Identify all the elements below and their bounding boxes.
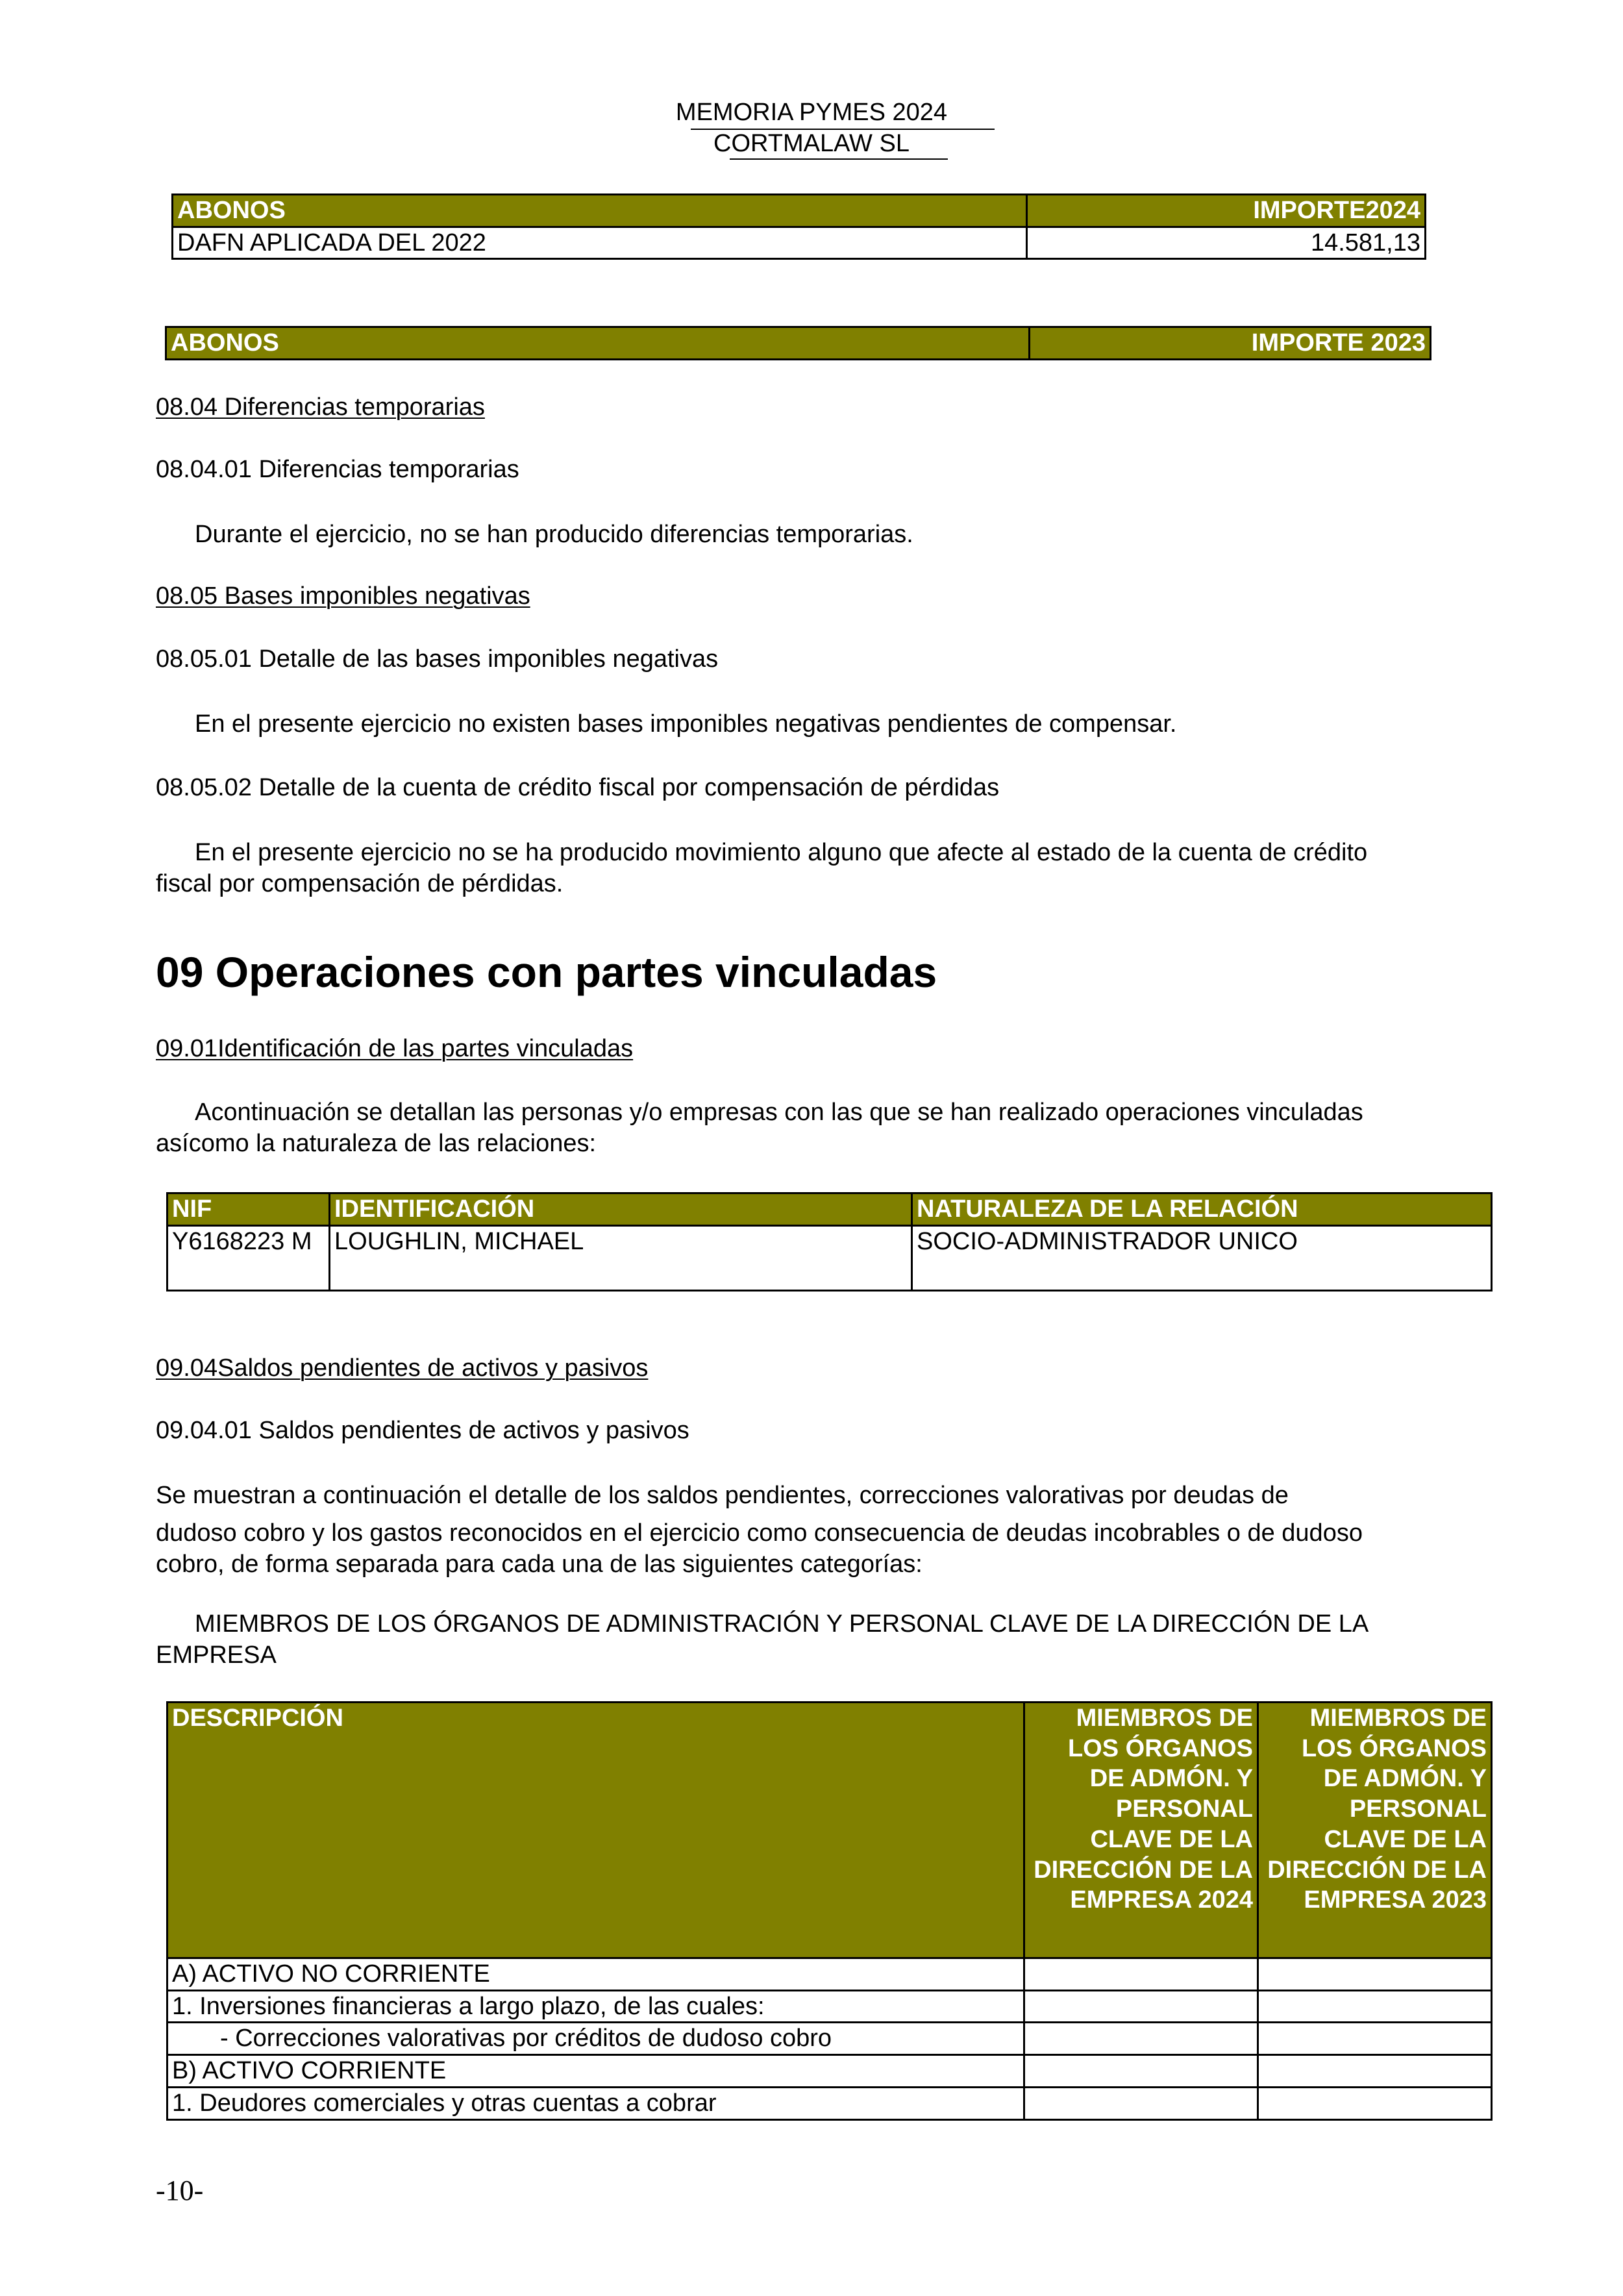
paragraph-line: asícomo la naturaleza de las relaciones:: [156, 1130, 597, 1157]
table-cell: [1024, 2023, 1258, 2055]
subsection-heading: 09.04.01 Saldos pendientes de activos y pasivos: [156, 1417, 689, 1444]
paragraph: En el presente ejercicio no existen bases imponibles negativas pendientes de compensar.: [195, 710, 1177, 738]
header-cell: ABONOS: [173, 195, 1027, 227]
header-title: MEMORIA PYMES 2024: [675, 99, 948, 126]
table-row: [167, 2055, 1492, 2088]
table-cell: [1258, 1990, 1492, 2023]
table-cell: 1. Deudores comerciales y otras cuentas a cobrar: [167, 2087, 1024, 2119]
table-row: [167, 1990, 1492, 2023]
section-heading: 09.01Identificación de las partes vinculadas: [156, 1035, 634, 1062]
subsection-heading: 08.05.01 Detalle de las bases imponibles negativas: [156, 645, 719, 673]
category-label: MIEMBROS DE LOS ÓRGANOS DE ADMINISTRACIÓN Y PERSONAL CLAVE DE LA DIRECCIÓN DE LA: [195, 1610, 1369, 1638]
header-cell: MIEMBROS DE LOS ÓRGANOS DE ADMÓN. Y PERSONAL CLAVE DE LA DIRECCIÓN DE LA EMPRESA 2024: [1024, 1703, 1258, 1958]
header-cell: IMPORTE 2023: [1030, 327, 1431, 360]
table-cell: 14.581,13: [1027, 227, 1426, 259]
section-heading: 08.05 Bases imponibles negativas: [156, 582, 530, 610]
header-cell: IMPORTE2024: [1027, 195, 1426, 227]
table-row: [167, 1958, 1492, 1991]
paragraph-line: En el presente ejercicio no se ha producido movimiento alguno que afecte al estado de la cuenta de crédito: [195, 839, 1368, 866]
paragraph-line: dudoso cobro y los gastos reconocidos en el ejercicio como consecuencia de deudas incobrables o de dudoso: [156, 1519, 1363, 1547]
table-cell: [1258, 2023, 1492, 2055]
balances-table: [166, 1701, 1493, 2121]
header-company: CORTMALAW SL: [713, 129, 910, 157]
section-heading: 09.04Saldos pendientes de activos y pasivos: [156, 1354, 649, 1382]
table-cell: DAFN APLICADA DEL 2022: [173, 227, 1027, 259]
table-cell: [1024, 1990, 1258, 2023]
paragraph-line: Se muestran a continuación el detalle de los saldos pendientes, correcciones valorativas por deudas de: [156, 1482, 1289, 1509]
subsection-heading: 08.05.02 Detalle de la cuenta de crédito fiscal por compensación de pérdidas: [156, 774, 1000, 801]
header-underline: [730, 158, 948, 160]
header-underline: [691, 129, 995, 130]
header-cell: MIEMBROS DE LOS ÓRGANOS DE ADMÓN. Y PERSONAL CLAVE DE LA DIRECCIÓN DE LA EMPRESA 2023: [1258, 1703, 1492, 1958]
page-number: -10-: [156, 2175, 204, 2206]
paragraph-line: cobro, de forma separada para cada una de las siguientes categorías:: [156, 1551, 923, 1578]
table-cell: - Correcciones valorativas por créditos de dudoso cobro: [167, 2023, 1024, 2055]
chapter-title: 09 Operaciones con partes vinculadas: [156, 948, 937, 996]
table-row: [173, 227, 1426, 259]
table-cell: [1258, 2055, 1492, 2088]
subsection-heading: 08.04.01 Diferencias temporarias: [156, 456, 519, 483]
table-cell: 1. Inversiones financieras a largo plazo, de las cuales:: [167, 1990, 1024, 2023]
table-cell: Y6168223 M: [167, 1225, 330, 1290]
header-cell: DESCRIPCIÓN: [167, 1703, 1024, 1958]
header-cell: IDENTIFICACIÓN: [330, 1193, 912, 1226]
paragraph-line: Acontinuación se detallan las personas y/o empresas con las que se han realizado operaciones vinculadas: [195, 1099, 1363, 1126]
table-header-row: [167, 1703, 1492, 1958]
paragraph: Durante el ejercicio, no se han producido diferencias temporarias.: [195, 521, 913, 548]
table-cell: [1258, 1958, 1492, 1991]
table-cell: A) ACTIVO NO CORRIENTE: [167, 1958, 1024, 1991]
related-parties-table: [166, 1192, 1493, 1292]
table-cell: [1024, 2055, 1258, 2088]
table-row: [167, 2023, 1492, 2055]
table-cell: [1024, 1958, 1258, 1991]
abonos-2023-table: [165, 326, 1431, 360]
header-cell: ABONOS: [166, 327, 1030, 360]
table-cell: [1258, 2087, 1492, 2119]
table-cell: B) ACTIVO CORRIENTE: [167, 2055, 1024, 2088]
table-header-row: [166, 327, 1431, 360]
table-header-row: [173, 195, 1426, 227]
header-cell: NIF: [167, 1193, 330, 1226]
table-cell: LOUGHLIN, MICHAEL: [330, 1225, 912, 1290]
header-cell: NATURALEZA DE LA RELACIÓN: [912, 1193, 1492, 1226]
abonos-2024-table: [171, 193, 1426, 260]
table-row: [167, 2087, 1492, 2119]
table-row: [167, 1225, 1492, 1290]
section-heading: 08.04 Diferencias temporarias: [156, 393, 485, 421]
table-cell: [1024, 2087, 1258, 2119]
paragraph-line: fiscal por compensación de pérdidas.: [156, 870, 564, 897]
table-cell: SOCIO-ADMINISTRADOR UNICO: [912, 1225, 1492, 1290]
table-header-row: [167, 1193, 1492, 1226]
category-label: EMPRESA: [156, 1641, 277, 1669]
